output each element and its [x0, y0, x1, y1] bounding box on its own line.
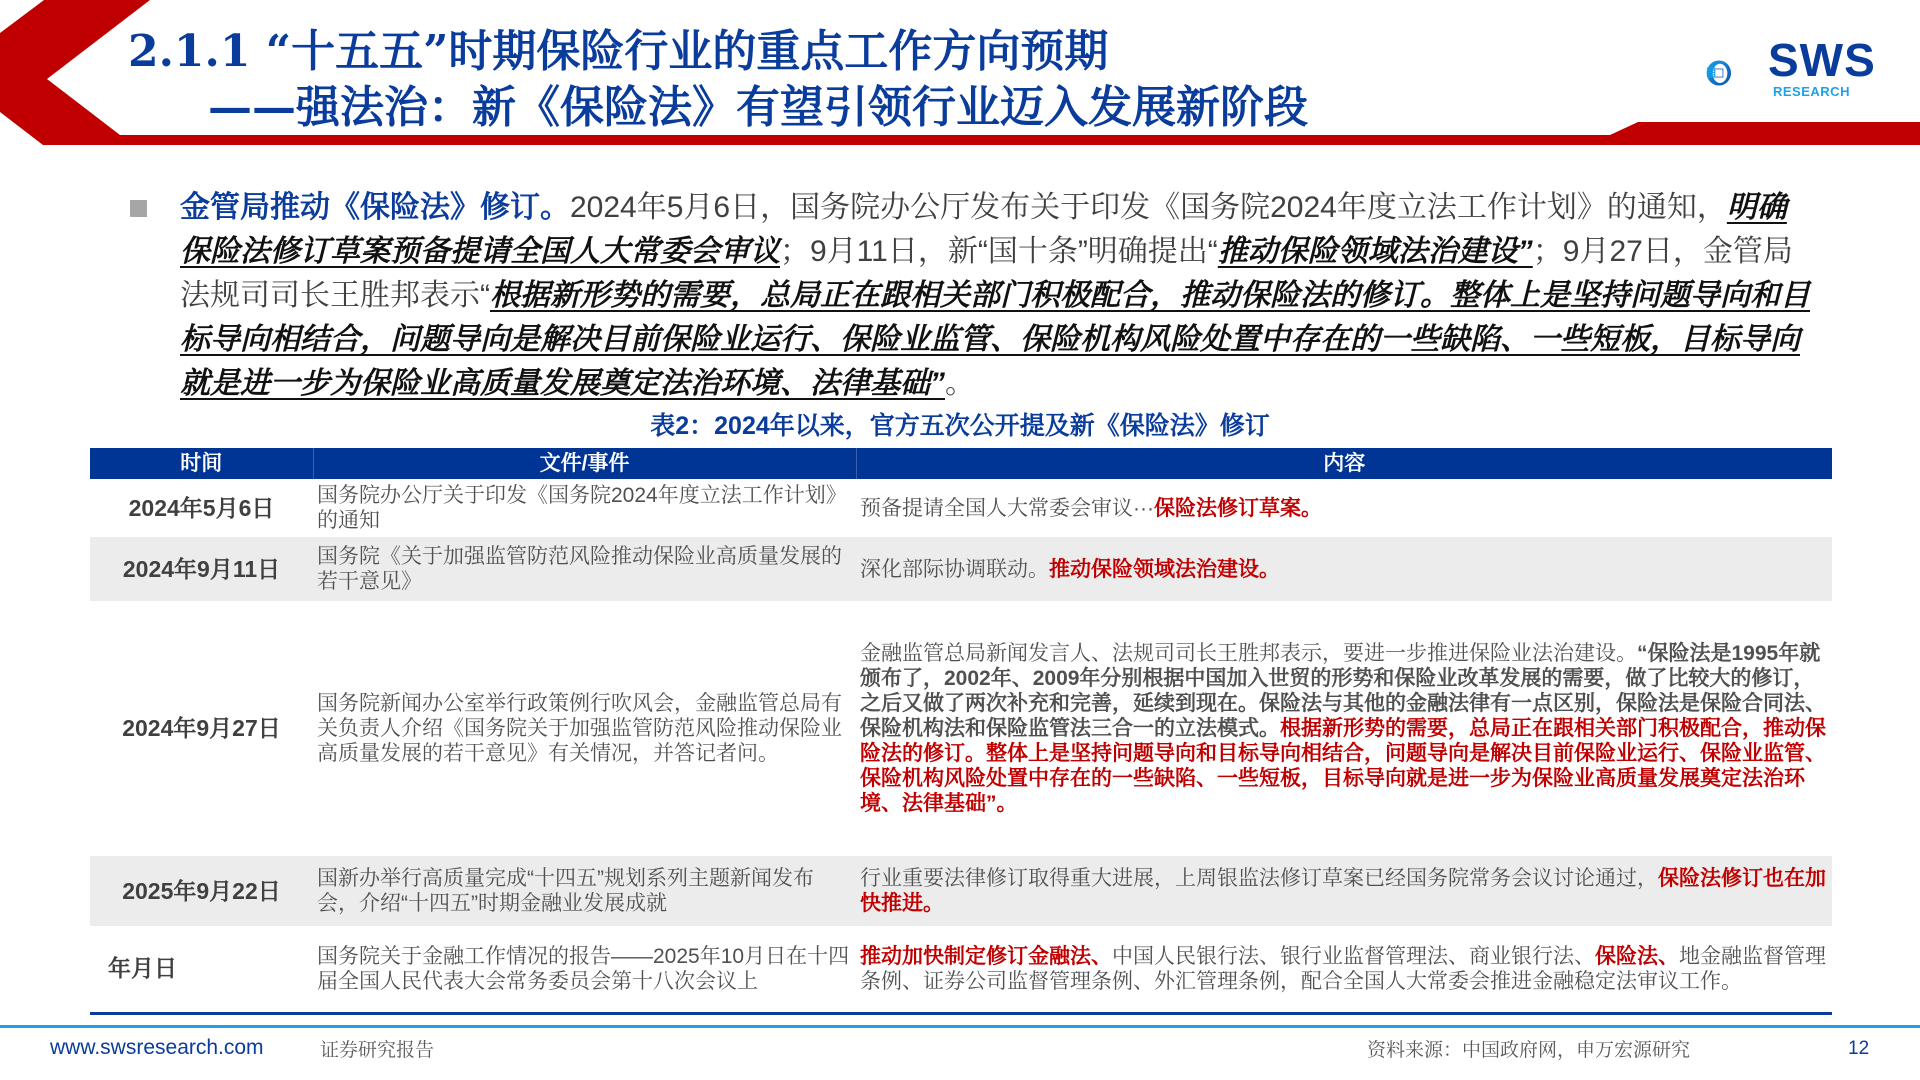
page-title-line1: 2.1.1 “十五五”时期保险行业的重点工作方向预期 [128, 26, 1109, 77]
table-row [90, 856, 1832, 926]
cell-date: 年月日 [90, 926, 313, 1013]
summary-text: ；9月11日，新“国十条”明确提出“ [780, 235, 1218, 268]
cell-event: 国新办举行高质量完成“十四五”规划系列主题新闻发布会，介绍“十四五”时期金融业发展成就 [313, 856, 856, 926]
content-highlight: 保险法、 [1595, 944, 1679, 968]
summary-lead: 金管局推动《保险法》修订。 [180, 191, 570, 224]
summary-text: ；9月27日，金管局法规司司长王胜邦表示“ [180, 235, 1793, 312]
cell-content [856, 601, 1832, 856]
content-highlight: 根据新形势的需要，总局正在跟相关部门积极配合，推动保险法的修订。整体上是坚持问题导向和目标导向相结合，问题导向是解决目前保险业运行、保险业监管、保险机构风险处置中存在的一些缺陷、一些短板，目标导向就是进一步为保险业高质量发展奠定法治环境、法律基础”。 [860, 717, 1826, 815]
sws-logo-icon [1706, 38, 1776, 108]
cell-event: 国务院新闻办公室举行政策例行吹风会，金融监管总局有关负责人介绍《国务院关于加强监管防范风险推动保险业高质量发展的若干意见》有关情况，并答记者问。 [317, 692, 842, 765]
content-text: 行业重要法律修订取得重大进展，上周银监法修订草案已经国务院常务会议讨论通过， [860, 867, 1658, 890]
insurance-law-mentions-table [90, 448, 1832, 1015]
column-header-event: 文件/事件 [313, 448, 856, 479]
summary-text: 。 [945, 367, 975, 400]
table-header-row [90, 448, 1832, 479]
content-text: 深化部际协调联动。 [860, 557, 1049, 581]
summary-bullet [130, 186, 1810, 406]
cell-date: 2024年5月6日 [128, 494, 275, 521]
cell-date: 2025年9月22日 [90, 856, 313, 926]
content-text: 预备提请全国人大常委会审议··· [860, 496, 1154, 520]
cell-content [856, 856, 1832, 926]
content-text: 地金融监督管理条例、证券公司监督管理条例、外汇管理条例，配合全国人大常委会推进金融稳定法审议工作。 [860, 944, 1826, 993]
table-row [90, 601, 1832, 856]
cell-content [856, 926, 1832, 1013]
cell-date: 2024年9月11日 [90, 537, 313, 601]
logo-wordmark: SWS [1768, 34, 1876, 86]
summary-emphasis: 根据新形势的需要，总局正在跟相关部门积极配合，推动保险法的修订。整体上是坚持问题导向和目标导向相结合，问题导向是解决目前保险业运行、保险业监管、保险机构风险处置中存在的一些缺陷、一些短板，目标导向就是进一步为保险业高质量发展奠定法治环境、法律基础” [180, 279, 1810, 400]
content-highlight: 保险法修订也在加快推进。 [860, 867, 1826, 915]
summary-text: 2024年5月6日，国务院办公厅发布关于印发《国务院2024年度立法工作计划》的通知， [570, 191, 1727, 224]
content-highlight: 保险法修订草案。 [1153, 496, 1322, 520]
content-highlight: 推动加快制定修订金融法、 [860, 944, 1112, 968]
footer-report-label: 证券研究报告 [320, 1039, 435, 1061]
footer-divider [0, 1025, 1920, 1028]
table-row [90, 537, 1832, 601]
table-row [90, 479, 1832, 537]
footer-website-link[interactable]: www.swsresearch.com [50, 1036, 264, 1059]
column-header-content: 内容 [856, 448, 1832, 479]
footer-source-note: 资料来源：中国政府网，申万宏源研究 [1367, 1039, 1691, 1061]
page-number: 12 [1848, 1038, 1870, 1059]
cell-event: 国务院《关于加强监管防范风险推动保险业高质量发展的若干意见》 [313, 537, 856, 601]
page-title-line2: ——强法治：新《保险法》有望引领行业迈入发展新阶段 [208, 82, 1308, 133]
table-row [90, 926, 1832, 1013]
summary-emphasis: 明确保险法修订草案预备提请全国人大常委会审议 [180, 191, 1787, 268]
summary-emphasis: 推动保险领域法治建设” [1217, 235, 1533, 268]
summary-paragraph [180, 186, 1810, 406]
column-header-time: 时间 [90, 448, 313, 479]
square-bullet-icon [130, 200, 147, 217]
content-quote: “保险法是1995年就颁布了，2002年、2009年分别根据中国加入世贸的形势和保险业改革发展的需要，做了比较大的修订，之后又做了两次补充和完善，延续到现在。保险法与其他的金融法律有一点区别，保险法是保险合同法、保险机构法和保险监管法三合一的立法模式。 [860, 642, 1826, 740]
logo-subtitle: RESEARCH [1773, 84, 1850, 99]
table-caption: 表2：2024年以来，官方五次公开提及新《保险法》修订 [650, 412, 1270, 440]
content-text: 金融监管总局新闻发言人、法规司司长王胜邦表示，要进一步推进保险业法治建设。 [860, 642, 1637, 665]
content-text: 中国人民银行法、银行业监督管理法、商业银行法、 [1112, 944, 1595, 968]
content-highlight: 推动保险领域法治建设。 [1049, 557, 1280, 581]
cell-event: 国务院办公厅关于印发《国务院2024年度立法工作计划》的通知 [317, 484, 847, 532]
cell-date: 2024年9月27日 [122, 715, 281, 741]
cell-event: 国务院关于金融工作情况的报告——2025年10月日在十四届全国人民代表大会常务委员会第十八次会议上 [313, 926, 856, 1013]
cell-content [856, 537, 1832, 601]
cell-content [856, 479, 1832, 537]
